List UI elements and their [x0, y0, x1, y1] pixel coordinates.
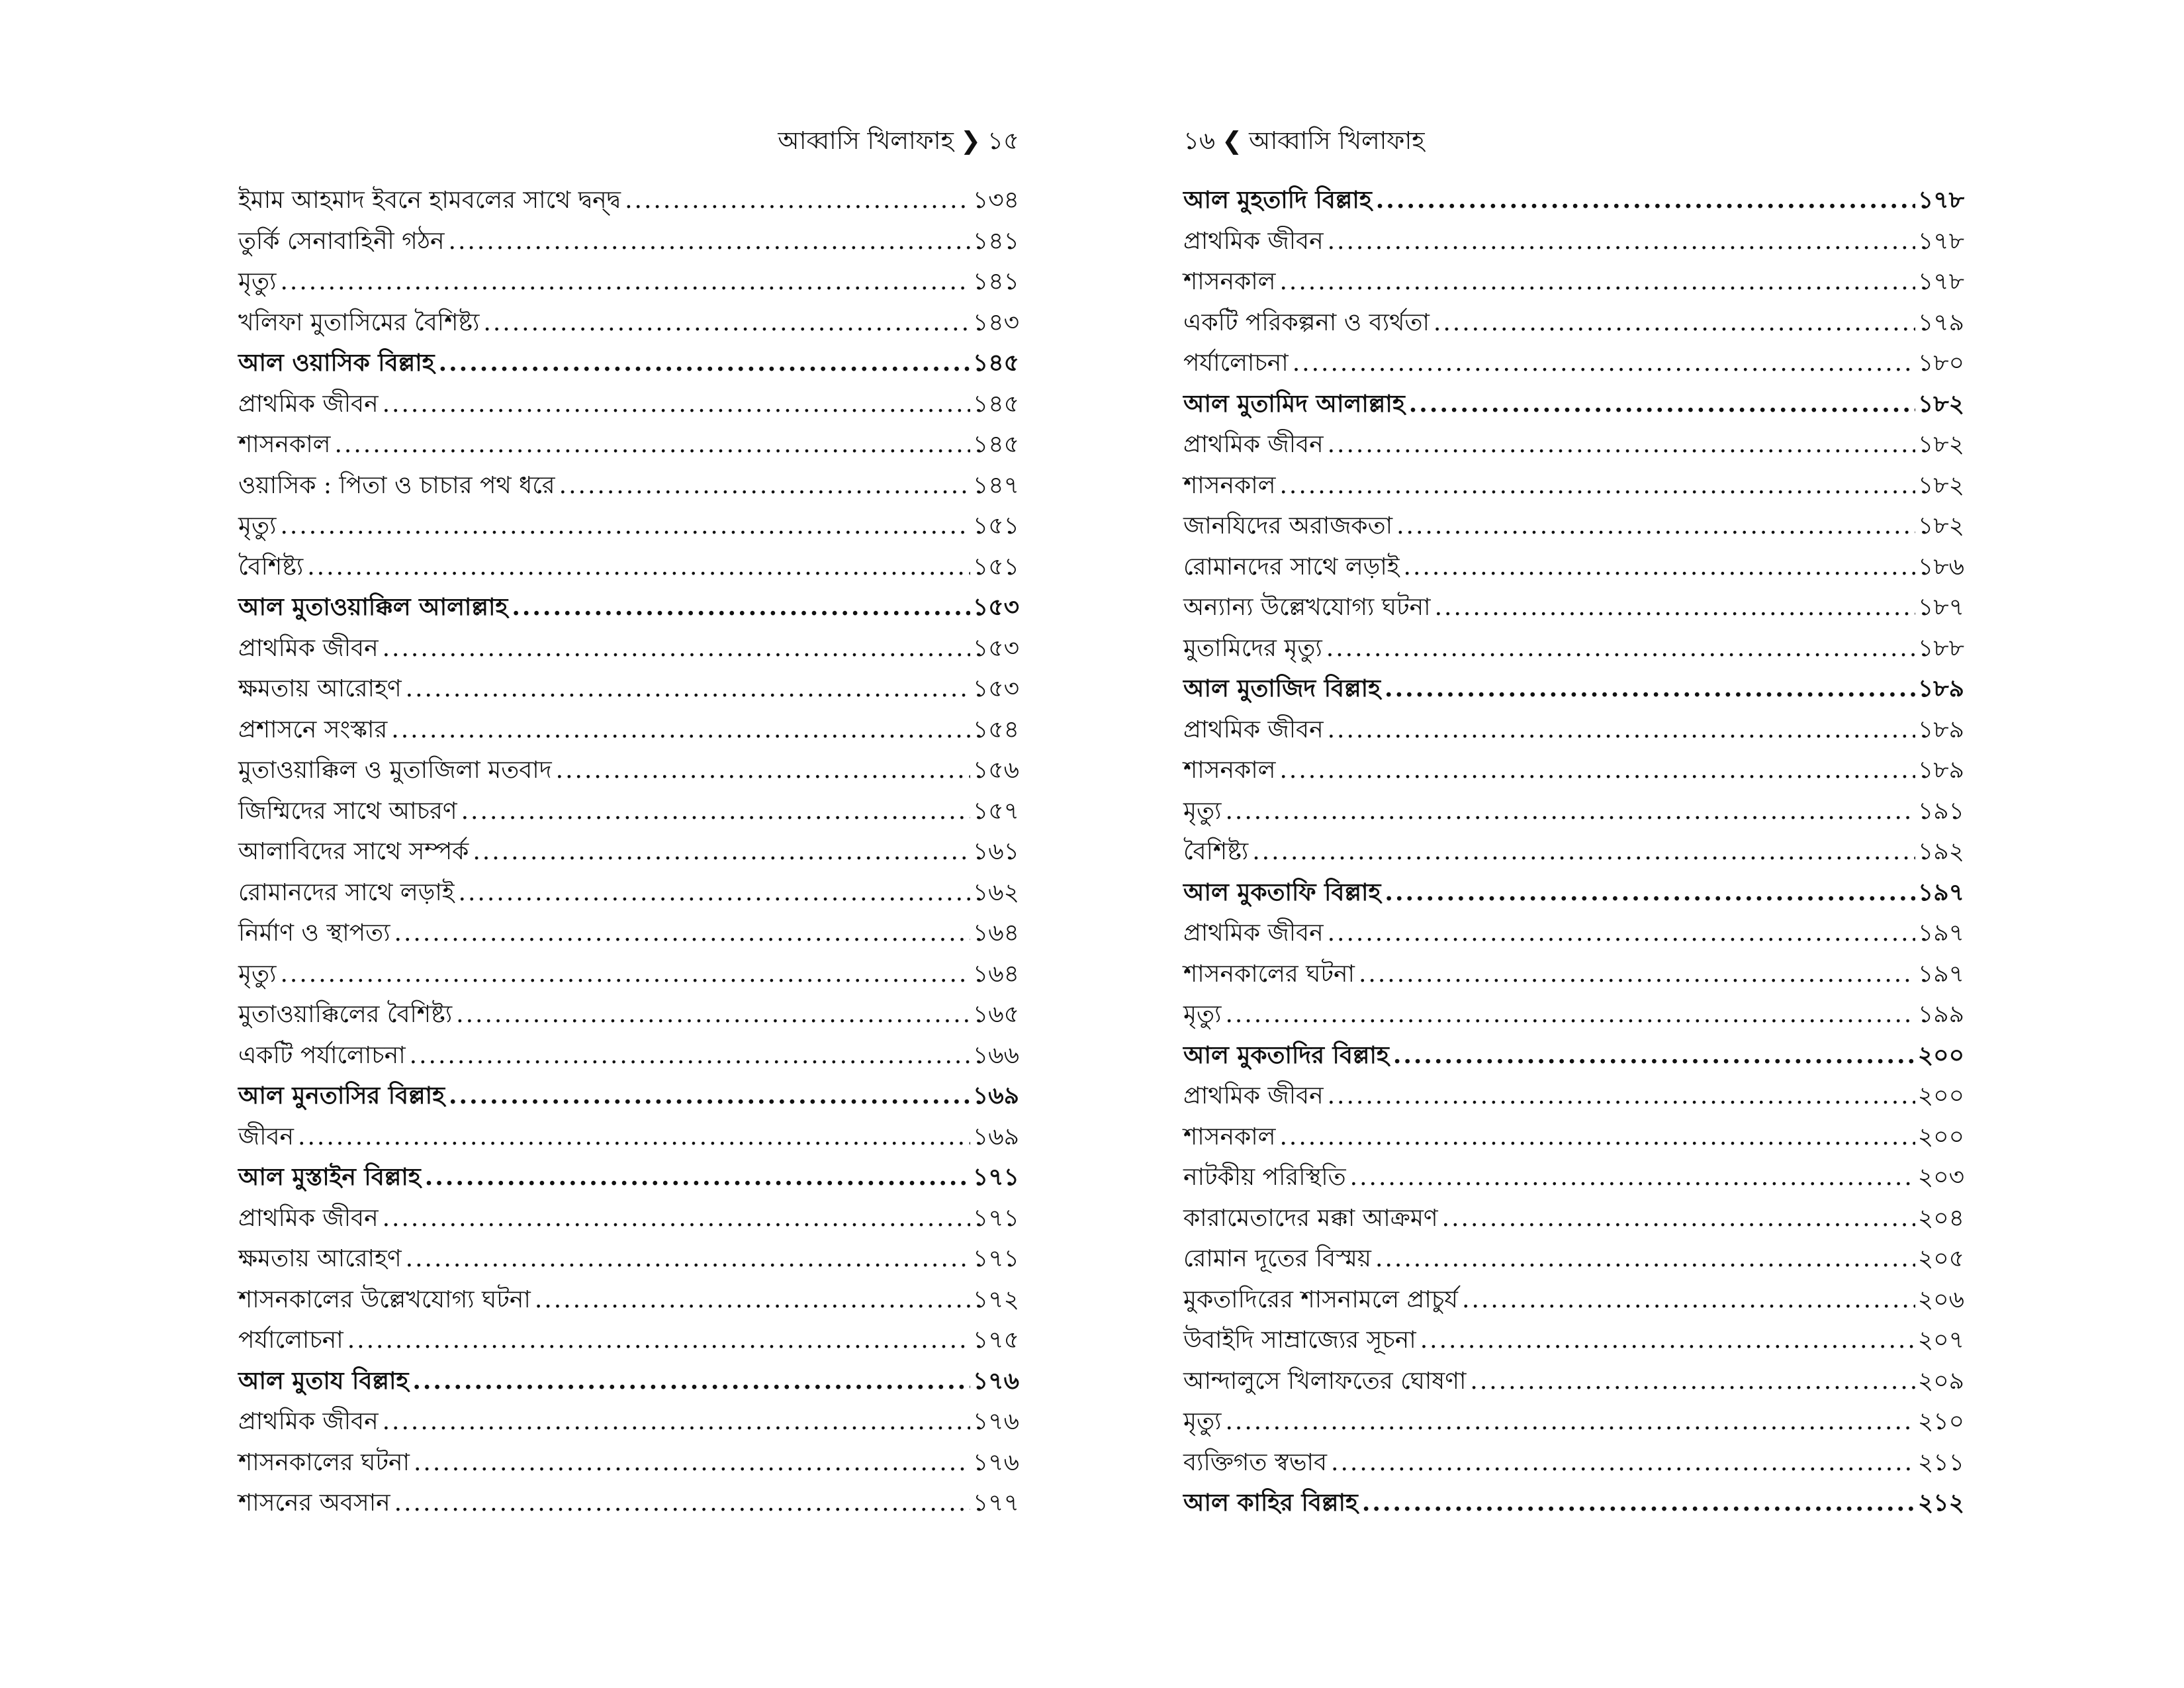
- dot-leader: [449, 221, 970, 262]
- entry-page-number: ২০৭: [1917, 1327, 1964, 1354]
- toc-entry: [1183, 994, 1964, 1035]
- dot-leader: [334, 424, 970, 465]
- running-header-right: [1183, 124, 1964, 158]
- entry-title: আল মুকতাদির বিল্লাহ: [1183, 1041, 1389, 1069]
- toc-chapter-entry: [1183, 384, 1964, 425]
- toc-chapter-entry: [1183, 180, 1964, 221]
- entry-page-number: ১৫৩: [972, 593, 1019, 621]
- dot-leader: [1328, 710, 1915, 751]
- toc-entry: [1183, 831, 1964, 872]
- dot-leader: [1328, 221, 1915, 262]
- toc-entry: [1183, 587, 1964, 628]
- dot-leader: [347, 1320, 970, 1361]
- toc-list-right: [1183, 180, 1964, 1524]
- toc-entry: [1183, 913, 1964, 954]
- entry-page-number: ১৬৯: [972, 1123, 1019, 1150]
- page-number: ১৫: [987, 126, 1019, 155]
- toc-chapter-entry: [1183, 1483, 1964, 1524]
- entry-title: প্রাথমিক জীবন: [1183, 431, 1324, 458]
- entry-title: মুতাওয়াক্কিলের বৈশিষ্ট্য: [238, 1001, 453, 1028]
- toc-chapter-entry: [1183, 669, 1964, 710]
- toc-entry: [1183, 1198, 1964, 1239]
- entry-title: শাসনকালের ঘটনা: [238, 1448, 410, 1476]
- toc-entry: [238, 1280, 1019, 1321]
- dot-leader: [1404, 547, 1915, 588]
- dot-leader: [1331, 1442, 1915, 1483]
- entry-page-number: ২১১: [1917, 1448, 1964, 1476]
- entry-page-number: ২০০: [1917, 1123, 1964, 1150]
- dot-leader: [1435, 587, 1915, 628]
- dot-leader: [1470, 1361, 1915, 1402]
- toc-entry: [1183, 1076, 1964, 1117]
- entry-page-number: ১৫১: [972, 553, 1019, 581]
- book-title: আব্বাসি খিলাফাহ: [778, 126, 954, 155]
- toc-entry: [238, 1035, 1019, 1076]
- entry-title: মৃত্যু: [1183, 1408, 1222, 1435]
- entry-page-number: ১৫৩: [972, 634, 1019, 662]
- dot-leader: [449, 1076, 970, 1117]
- entry-page-number: ১৯৭: [1917, 878, 1964, 906]
- entry-page-number: ১৭৮: [1917, 186, 1964, 214]
- entry-page-number: ১৮৭: [1917, 594, 1964, 621]
- dot-leader: [1279, 261, 1915, 303]
- dot-leader: [456, 994, 970, 1035]
- entry-page-number: ১৮৮: [1917, 634, 1964, 662]
- dot-leader: [425, 1157, 970, 1198]
- entry-page-number: ১৮৬: [1917, 553, 1964, 581]
- entry-title: প্রাথমিক জীবন: [238, 390, 379, 418]
- page-number: ১৬: [1183, 126, 1216, 155]
- toc-entry: [1183, 343, 1964, 384]
- toc-entry: [238, 994, 1019, 1035]
- dot-leader: [412, 1361, 970, 1402]
- dot-leader: [394, 1483, 970, 1524]
- dot-leader: [1328, 424, 1915, 465]
- toc-entry: [238, 221, 1019, 262]
- dot-leader: [1433, 303, 1915, 344]
- toc-entry: [238, 506, 1019, 547]
- toc-entry: [1183, 465, 1964, 506]
- toc-entry: [238, 424, 1019, 465]
- entry-page-number: ১৭১: [972, 1245, 1019, 1272]
- toc-entry: [1183, 424, 1964, 465]
- entry-title: রোমান দূতের বিস্ময়: [1183, 1245, 1372, 1272]
- entry-page-number: ২০৬: [1917, 1286, 1964, 1313]
- toc-entry: [238, 669, 1019, 710]
- toc-chapter-entry: [238, 587, 1019, 628]
- entry-page-number: ১৭৯: [1917, 308, 1964, 336]
- entry-title: শাসনকালের ঘটনা: [1183, 960, 1355, 988]
- dot-leader: [410, 1035, 970, 1076]
- entry-title: শাসনের অবসান: [238, 1489, 390, 1517]
- entry-page-number: ১৮০: [1917, 350, 1964, 377]
- entry-title: নির্মাণ ও স্থাপত্য: [238, 919, 390, 947]
- entry-page-number: ১৯২: [1917, 838, 1964, 865]
- entry-page-number: ১৫৩: [972, 675, 1019, 702]
- toc-chapter-entry: [238, 1076, 1019, 1117]
- entry-title: কারামেতাদের মক্কা আক্রমণ: [1183, 1204, 1438, 1232]
- entry-title: ক্ষমতায় আরোহণ: [238, 1245, 402, 1272]
- entry-title: শাসনকাল: [1183, 757, 1276, 784]
- toc-entry: [1183, 506, 1964, 547]
- entry-page-number: ১৭৭: [972, 1489, 1019, 1517]
- entry-page-number: ১৫৬: [972, 757, 1019, 784]
- entry-title: জিম্মিদের সাথে আচরণ: [238, 797, 457, 825]
- toc-entry: [1183, 261, 1964, 303]
- entry-title: আল মুস্তাইন বিল্লাহ: [238, 1163, 421, 1191]
- entry-page-number: ১৮২: [1917, 471, 1964, 499]
- dot-leader: [535, 1280, 970, 1321]
- entry-title: জানযিদের অরাজকতা: [1183, 512, 1393, 539]
- entry-title: মৃত্যু: [1183, 1001, 1222, 1028]
- entry-page-number: ১৫৪: [972, 716, 1019, 743]
- dot-leader: [1393, 1035, 1915, 1076]
- entry-page-number: ১৭৮: [1917, 227, 1964, 255]
- entry-page-number: ১৬১: [972, 838, 1019, 865]
- entry-title: মৃত্যু: [238, 960, 277, 988]
- entry-page-number: ২০৩: [1917, 1164, 1964, 1191]
- entry-title: মৃত্যু: [238, 512, 277, 539]
- dot-leader: [473, 831, 970, 872]
- dot-leader: [1279, 1117, 1915, 1158]
- entry-page-number: ২১০: [1917, 1408, 1964, 1435]
- dot-leader: [406, 1239, 970, 1280]
- entry-page-number: ১৭৫: [972, 1327, 1019, 1354]
- entry-title: প্রাথমিক জীবন: [238, 634, 379, 662]
- toc-entry: [1183, 1401, 1964, 1442]
- toc-entry: [1183, 303, 1964, 344]
- dot-leader: [280, 261, 970, 303]
- toc-entry: [1183, 1442, 1964, 1483]
- toc-entry: [238, 1239, 1019, 1280]
- entry-title: শাসনকালের উল্লেখযোগ্য ঘটনা: [238, 1286, 531, 1313]
- entry-page-number: ১৮৯: [1917, 675, 1964, 702]
- dot-leader: [298, 1117, 970, 1158]
- dot-leader: [1362, 1483, 1915, 1524]
- toc-entry: [238, 1483, 1019, 1524]
- entry-title: একটি পরিকল্পনা ও ব্যর্থতা: [1183, 308, 1430, 336]
- dot-leader: [1462, 1280, 1915, 1321]
- toc-entry: [238, 303, 1019, 344]
- entry-page-number: ১৬৪: [972, 960, 1019, 988]
- entry-page-number: ১৭৬: [972, 1448, 1019, 1476]
- entry-page-number: ১৮২: [1917, 512, 1964, 539]
- dot-leader: [512, 587, 970, 628]
- dot-leader: [1279, 465, 1915, 506]
- entry-title: আল মুহতাদি বিল্লাহ: [1183, 186, 1372, 214]
- entry-page-number: ২০৯: [1917, 1367, 1964, 1395]
- dot-leader: [556, 750, 970, 791]
- entry-title: শাসনকাল: [1183, 268, 1276, 295]
- entry-title: খলিফা মুতাসিমের বৈশিষ্ট্য: [238, 308, 480, 336]
- dot-leader: [1225, 994, 1915, 1035]
- dot-leader: [1293, 343, 1915, 384]
- dot-leader: [1350, 1157, 1915, 1198]
- toc-entry: [1183, 1117, 1964, 1158]
- entry-page-number: ১৫১: [972, 512, 1019, 539]
- entry-page-number: ১৪৫: [972, 431, 1019, 458]
- entry-page-number: ১৪৭: [972, 471, 1019, 499]
- toc-entry: [1183, 547, 1964, 588]
- toc-entry: [238, 261, 1019, 303]
- dot-leader: [383, 1401, 970, 1442]
- entry-title: পর্যালোচনা: [238, 1327, 343, 1354]
- toc-chapter-entry: [1183, 872, 1964, 914]
- toc-chapter-entry: [238, 343, 1019, 384]
- entry-page-number: ১৬৯: [972, 1082, 1019, 1109]
- entry-title: নাটকীয় পরিস্থিতি: [1183, 1164, 1346, 1191]
- entry-title: আল মুতাওয়াক্কিল আলাল্লাহ: [238, 593, 508, 621]
- toc-entry: [238, 913, 1019, 954]
- dot-leader: [625, 180, 970, 221]
- toc-entry: [238, 1198, 1019, 1239]
- entry-title: বৈশিষ্ট্য: [238, 553, 304, 581]
- entry-title: উবাইদি সাম্রাজ্যের সূচনা: [1183, 1327, 1416, 1354]
- dot-leader: [439, 343, 970, 384]
- dot-leader: [414, 1442, 970, 1483]
- entry-page-number: ১৯৯: [1917, 1001, 1964, 1028]
- toc-entry: [238, 384, 1019, 425]
- dot-leader: [391, 710, 970, 751]
- dot-leader: [1328, 1076, 1915, 1117]
- entry-page-number: ১৭৮: [1917, 268, 1964, 295]
- dot-leader: [483, 303, 970, 344]
- entry-page-number: ১৪৫: [972, 390, 1019, 418]
- entry-page-number: ১৯১: [1917, 797, 1964, 825]
- entry-title: আল ওয়াসিক বিল্লাহ: [238, 349, 435, 377]
- toc-entry: [238, 628, 1019, 669]
- entry-page-number: ১৪১: [972, 268, 1019, 295]
- entry-title: মুতাওয়াক্কিল ও মুতাজিলা মতবাদ: [238, 757, 552, 784]
- entry-title: শাসনকাল: [238, 431, 331, 458]
- entry-title: শাসনকাল: [1183, 1123, 1276, 1150]
- entry-page-number: ১৭২: [972, 1286, 1019, 1313]
- dot-leader: [1442, 1198, 1915, 1239]
- entry-title: বৈশিষ্ট্য: [1183, 838, 1249, 865]
- toc-entry: [238, 1320, 1019, 1361]
- toc-chapter-entry: [1183, 1035, 1964, 1076]
- toc-entry: [1183, 1361, 1964, 1402]
- entry-page-number: ১৭১: [972, 1163, 1019, 1191]
- entry-title: মৃত্যু: [1183, 797, 1222, 825]
- entry-page-number: ১৮৯: [1917, 716, 1964, 743]
- entry-title: প্রাথমিক জীবন: [1183, 227, 1324, 255]
- entry-title: আলাবিদের সাথে সম্পর্ক: [238, 838, 469, 865]
- entry-title: প্রাথমিক জীবন: [1183, 919, 1324, 947]
- entry-title: পর্যালোচনা: [1183, 350, 1289, 377]
- entry-page-number: ১৭৬: [972, 1366, 1019, 1395]
- entry-title: একটি পর্যালোচনা: [238, 1041, 406, 1069]
- entry-page-number: ২০৪: [1917, 1204, 1964, 1232]
- running-header-left: [238, 124, 1019, 158]
- dot-leader: [307, 547, 970, 588]
- entry-page-number: ১৪৫: [972, 349, 1019, 377]
- toc-entry: [238, 831, 1019, 872]
- toc-entry: [1183, 1280, 1964, 1321]
- dot-leader: [1225, 1401, 1915, 1442]
- toc-entry: [238, 710, 1019, 751]
- entry-title: আল মুনতাসির বিল্লাহ: [238, 1082, 445, 1109]
- entry-title: প্রশাসনে সংস্কার: [238, 716, 388, 743]
- entry-title: মুতামিদের মৃত্যু: [1183, 634, 1322, 662]
- entry-page-number: ১৭৬: [972, 1408, 1019, 1435]
- toc-entry: [238, 1442, 1019, 1483]
- dot-leader: [1385, 872, 1915, 914]
- entry-title: মৃত্যু: [238, 268, 277, 295]
- entry-title: অন্যান্য উল্লেখযোগ্য ঘটনা: [1183, 594, 1431, 621]
- entry-title: প্রাথমিক জীবন: [238, 1204, 379, 1232]
- entry-title: প্রাথমিক জীবন: [1183, 716, 1324, 743]
- entry-title: আল মুতামিদ আলাল্লাহ: [1183, 389, 1405, 418]
- dot-leader: [383, 628, 970, 669]
- entry-title: প্রাথমিক জীবন: [1183, 1082, 1324, 1109]
- entry-page-number: ২০০: [1917, 1082, 1964, 1109]
- entry-title: আল মুকতাফি বিল্লাহ: [1183, 878, 1381, 906]
- toc-entry: [238, 1117, 1019, 1158]
- entry-title: শাসনকাল: [1183, 471, 1276, 499]
- entry-title: রোমানদের সাথে লড়াই: [238, 878, 455, 906]
- entry-title: জীবন: [238, 1123, 295, 1150]
- toc-entry: [1183, 791, 1964, 832]
- entry-title: ক্ষমতায় আরোহণ: [238, 675, 402, 702]
- entry-title: আল মুতায বিল্লাহ: [238, 1366, 409, 1395]
- entry-page-number: ১৬৫: [972, 1001, 1019, 1028]
- dot-leader: [559, 465, 970, 506]
- toc-chapter-entry: [238, 1157, 1019, 1198]
- entry-page-number: ১৩৪: [972, 187, 1019, 214]
- toc-chapter-entry: [238, 1361, 1019, 1402]
- toc-entry: [238, 547, 1019, 588]
- dot-leader: [1409, 384, 1915, 425]
- toc-entry: [1183, 221, 1964, 262]
- dot-leader: [383, 1198, 970, 1239]
- dot-leader: [1225, 791, 1915, 832]
- dot-leader: [1326, 628, 1915, 669]
- entry-page-number: ১৭১: [972, 1204, 1019, 1232]
- entry-title: আন্দালুসে খিলাফতের ঘোষণা: [1183, 1367, 1467, 1395]
- toc-entry: [238, 954, 1019, 995]
- entry-title: ব্যক্তিগত স্বভাব: [1183, 1448, 1328, 1476]
- entry-page-number: ২১২: [1917, 1489, 1964, 1517]
- entry-page-number: ২০৫: [1917, 1245, 1964, 1272]
- entry-title: প্রাথমিক জীবন: [238, 1408, 379, 1435]
- dot-leader: [461, 791, 970, 832]
- chevron-right-icon: ❯: [960, 126, 981, 155]
- toc-entry: [1183, 628, 1964, 669]
- dot-leader: [1385, 669, 1915, 710]
- entry-page-number: ১৮২: [1917, 389, 1964, 418]
- entry-page-number: ১৮৯: [1917, 757, 1964, 784]
- toc-entry: [238, 750, 1019, 791]
- dot-leader: [1375, 1239, 1915, 1280]
- entry-page-number: ১৬২: [972, 878, 1019, 906]
- dot-leader: [1359, 954, 1915, 995]
- dot-leader: [383, 384, 970, 425]
- dot-leader: [1279, 750, 1915, 791]
- toc-entry: [238, 1401, 1019, 1442]
- toc-entry: [1183, 1239, 1964, 1280]
- entry-page-number: ১৪১: [972, 227, 1019, 255]
- toc-entry: [238, 872, 1019, 914]
- entry-page-number: ১৫৭: [972, 797, 1019, 825]
- entry-page-number: ১৮২: [1917, 431, 1964, 458]
- dot-leader: [280, 506, 970, 547]
- dot-leader: [1376, 180, 1915, 221]
- toc-entry: [1183, 954, 1964, 995]
- entry-title: ইমাম আহমাদ ইবনে হামবলের সাথে দ্বন্দ্ব: [238, 187, 621, 214]
- dot-leader: [459, 872, 970, 914]
- book-title: আব্বাসি খিলাফাহ: [1249, 126, 1425, 155]
- dot-leader: [1420, 1320, 1915, 1361]
- toc-entry: [238, 465, 1019, 506]
- dot-leader: [1396, 506, 1915, 547]
- entry-title: মুকতাদিরের শাসনামলে প্রাচুর্য: [1183, 1286, 1459, 1313]
- toc-entry: [1183, 1157, 1964, 1198]
- toc-list-left: [238, 180, 1019, 1524]
- toc-entry: [238, 791, 1019, 832]
- entry-page-number: ১৪৩: [972, 308, 1019, 336]
- entry-title: আল মুতাজিদ বিল্লাহ: [1183, 675, 1381, 702]
- toc-entry: [238, 180, 1019, 221]
- toc-entry: [1183, 750, 1964, 791]
- entry-page-number: ১৬৬: [972, 1041, 1019, 1069]
- dot-leader: [280, 954, 970, 995]
- toc-entry: [1183, 1320, 1964, 1361]
- entry-page-number: ১৯৭: [1917, 960, 1964, 988]
- entry-title: আল কাহির বিল্লাহ: [1183, 1489, 1358, 1517]
- dot-leader: [394, 913, 970, 954]
- entry-page-number: ২০০: [1917, 1041, 1964, 1069]
- entry-title: তুর্কি সেনাবাহিনী গঠন: [238, 227, 445, 255]
- entry-title: রোমানদের সাথে লড়াই: [1183, 553, 1400, 581]
- dot-leader: [1328, 913, 1915, 954]
- toc-entry: [1183, 710, 1964, 751]
- entry-page-number: ১৯৭: [1917, 919, 1964, 947]
- dot-leader: [406, 669, 970, 710]
- entry-page-number: ১৬৪: [972, 919, 1019, 947]
- chevron-left-icon: ❮: [1222, 126, 1243, 155]
- entry-title: ওয়াসিক : পিতা ও চাচার পথ ধরে: [238, 471, 555, 499]
- dot-leader: [1252, 831, 1915, 872]
